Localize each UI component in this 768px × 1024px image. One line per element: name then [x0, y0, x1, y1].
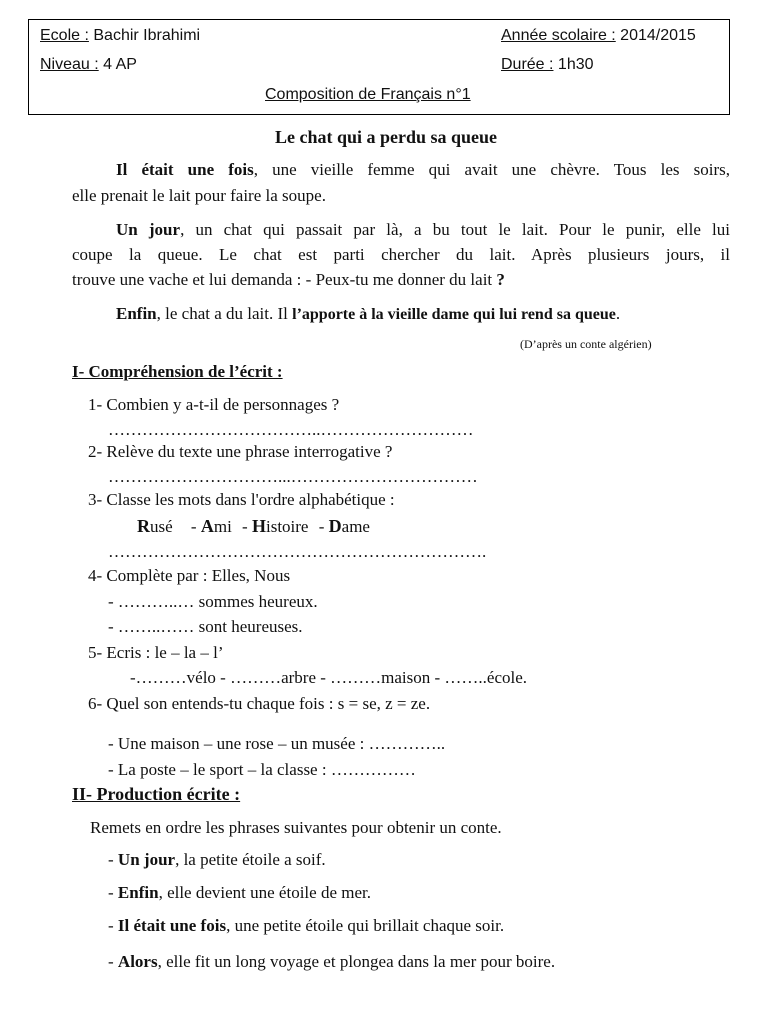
sentence-dash: -: [108, 952, 118, 971]
sentence-3-text: , une petite étoile qui brillait chaque soir.: [226, 916, 505, 935]
story-p2-text: , un chat qui passait par là, a bu tout le lait. Pour le punir, elle lui: [180, 220, 730, 239]
story-p3-text: , le chat a du lait. Il: [156, 304, 293, 323]
word-histoire-initial: H: [251, 516, 266, 536]
year-value: 2014/2015: [615, 27, 696, 44]
word-separator: -: [242, 517, 248, 536]
question-6-item-b: - La poste – le sport – la classe : ……………: [108, 760, 416, 779]
story-p1-text: , une vieille femme qui avait une chèvre. Tous les soirs,: [253, 160, 730, 179]
level-value: 4 AP: [98, 56, 137, 73]
sentence-3-bold: Il était une fois: [117, 916, 227, 935]
question-6-item-a: - Une maison – une rose – un musée : …………..: [108, 734, 446, 753]
word-ruse-initial: R: [137, 516, 150, 536]
sentence-4: [108, 952, 555, 972]
word-ruse-rest: usé: [150, 517, 173, 536]
sentence-2: [108, 883, 371, 903]
story-p3-end: .: [615, 304, 621, 323]
section2-heading: II- Production écrite :: [72, 784, 241, 804]
section2-instruction: Remets en ordre les phrases suivantes pour obtenir un conte.: [90, 818, 502, 837]
level-line: [40, 56, 137, 74]
duration-line: [501, 56, 594, 74]
story-p1-line1: [72, 160, 730, 180]
story-title: Le chat qui a perdu sa queue: [275, 127, 498, 147]
question-5: 5- Ecris : le – la – l’: [88, 643, 224, 662]
sentence-dash: -: [108, 883, 118, 902]
word-histoire-rest: istoire: [265, 517, 309, 536]
answer-line-3: ………………………………………………………….: [108, 542, 487, 561]
duration-value: 1h30: [553, 56, 594, 73]
exam-title: Composition de Français n°1: [265, 86, 471, 103]
question-4-item-b: - ……..…… sont heureuses.: [108, 617, 303, 636]
word-ami-initial: A: [200, 516, 214, 536]
sentence-1-bold: Un jour: [117, 850, 176, 869]
level-label: Niveau :: [40, 56, 99, 73]
question-1: 1- Combien y a-t-il de personnages ?: [88, 395, 340, 414]
year-line: [501, 27, 696, 45]
question-4: 4- Complète par : Elles, Nous: [88, 566, 291, 585]
word-separator: -: [318, 517, 325, 536]
story-p1-line2: elle prenait le lait pour faire la soupe.: [72, 186, 326, 205]
header-box: [28, 19, 730, 115]
sentence-4-text: , elle fit un long voyage et plongea dans la mer pour boire.: [157, 952, 556, 971]
year-label: Année scolaire :: [501, 27, 616, 44]
story-p2-bold: Un jour: [116, 220, 181, 239]
story-p2-line3-text: trouve une vache et lui demanda : - Peux-tu me donner du lait: [72, 270, 497, 289]
question-5-items: -………vélo - ………arbre - ………maison - ……..école.: [130, 668, 528, 687]
question-2: 2- Relève du texte une phrase interrogative ?: [88, 442, 393, 461]
word-dame-rest: ame: [341, 517, 370, 536]
story-p2-line2: coupe la queue. Le chat est parti chercher du lait. Après plusieurs jours, il: [72, 245, 730, 264]
question-6: 6- Quel son entends-tu chaque fois : s = se, z = ze.: [88, 694, 431, 713]
sentence-4-bold: Alors: [117, 952, 158, 971]
sentence-1: [108, 850, 326, 870]
section1-heading: I- Compréhension de l’écrit :: [72, 362, 283, 381]
sentence-2-bold: Enfin: [117, 883, 159, 902]
sentence-3: [108, 916, 504, 936]
story-p3-text-bold: l’apporte à la vieille dame qui lui rend sa queue: [292, 306, 616, 323]
word-ami-rest: mi: [213, 517, 232, 536]
sentence-2-text: , elle devient une étoile de mer.: [158, 883, 371, 902]
sentence-dash: -: [108, 916, 118, 935]
school-label: Ecole :: [40, 27, 89, 44]
sentence-dash: -: [108, 850, 118, 869]
story-p3-line1: [116, 304, 620, 325]
story-p2-qmark: ?: [496, 270, 505, 289]
story-source: (D’après un conte algérien): [520, 337, 652, 351]
school-value: Bachir Ibrahimi: [88, 27, 201, 44]
question-3: 3- Classe les mots dans l'ordre alphabétique :: [88, 490, 395, 509]
question-3-words: [137, 516, 370, 537]
story-p2-line3: [72, 270, 505, 290]
duration-label: Durée :: [501, 56, 554, 73]
word-separator: -: [190, 517, 197, 536]
question-4-item-a: - ………..… sommes heureux.: [108, 592, 318, 611]
story-p1-bold: Il était une fois: [116, 160, 254, 179]
word-dame-initial: D: [328, 516, 342, 536]
story-p2-line1: [72, 220, 730, 240]
school-line: [40, 27, 200, 45]
story-p3-bold: Enfin: [116, 304, 157, 323]
answer-line-2: …………………………...……………………………: [108, 467, 478, 486]
sentence-1-text: , la petite étoile a soif.: [175, 850, 326, 869]
answer-line-1: ………………………………..………………………: [108, 420, 474, 439]
